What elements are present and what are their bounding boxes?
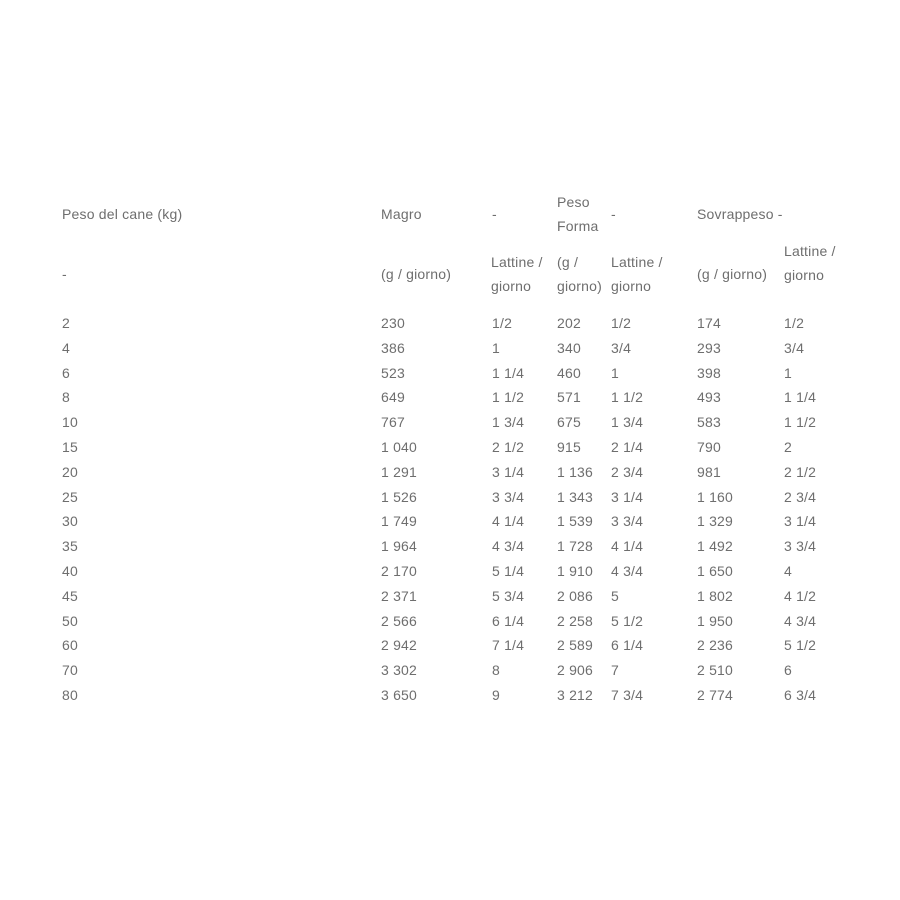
cell-lean-cans: 1 1/2 xyxy=(492,389,525,406)
cell-ideal-cans: 1 xyxy=(611,364,619,381)
cell-lean-cans: 5 3/4 xyxy=(492,587,525,604)
cell-overweight-grams: 493 xyxy=(697,389,721,406)
cell-lean-cans: 1 3/4 xyxy=(492,414,525,431)
cell-lean-cans: 3 3/4 xyxy=(492,488,525,505)
cell-lean-cans: 4 1/4 xyxy=(492,513,525,530)
cell-overweight-cans: 3/4 xyxy=(784,339,805,356)
cell-weight-kg: 30 xyxy=(62,513,78,530)
cell-ideal-cans: 1/2 xyxy=(611,315,632,331)
cell-weight-kg: 70 xyxy=(62,662,78,679)
cell-weight-kg: 45 xyxy=(62,587,78,604)
header-ideal-weight: Peso Forma xyxy=(557,194,599,234)
cell-lean-cans: 2 1/2 xyxy=(492,439,525,455)
cell-weight-kg: 25 xyxy=(62,488,78,505)
cell-overweight-grams: 981 xyxy=(697,463,721,480)
cell-overweight-grams: 1 492 xyxy=(697,538,734,555)
cell-overweight-grams: 2 510 xyxy=(697,662,734,679)
cell-overweight-grams: 398 xyxy=(697,364,721,381)
subheader-grams-per-day: (g / giorno) xyxy=(381,266,452,282)
cell-weight-kg: 80 xyxy=(62,687,78,703)
cell-lean-cans: 7 1/4 xyxy=(492,637,525,654)
cell-ideal-cans: 3 1/4 xyxy=(611,488,644,505)
cell-lean-grams: 1 526 xyxy=(381,488,418,505)
cell-lean-grams: 386 xyxy=(381,339,405,356)
cell-overweight-grams: 2 236 xyxy=(697,637,734,654)
cell-overweight-cans: 2 1/2 xyxy=(784,463,817,480)
cell-ideal-cans: 1 1/2 xyxy=(611,389,644,406)
cell-ideal-grams: 2 589 xyxy=(557,637,594,654)
cell-lean-grams: 1 040 xyxy=(381,439,418,455)
cell-lean-cans: 3 1/4 xyxy=(492,463,525,480)
cell-overweight-cans: 4 xyxy=(784,563,792,579)
cell-lean-cans: 4 3/4 xyxy=(492,538,525,555)
cell-lean-grams: 1 291 xyxy=(381,463,418,480)
cell-weight-kg: 35 xyxy=(62,538,78,555)
cell-overweight-cans: 6 xyxy=(784,662,792,679)
subheader-dash: - xyxy=(62,266,67,282)
cell-overweight-cans: 4 3/4 xyxy=(784,612,817,629)
cell-overweight-grams: 1 650 xyxy=(697,563,734,579)
cell-ideal-grams: 1 539 xyxy=(557,513,594,530)
cell-lean-grams: 2 371 xyxy=(381,587,418,604)
cell-overweight-grams: 583 xyxy=(697,414,721,431)
cell-overweight-grams: 790 xyxy=(697,439,721,455)
cell-weight-kg: 2 xyxy=(62,315,70,331)
cell-lean-grams: 523 xyxy=(381,364,405,381)
cell-weight-kg: 50 xyxy=(62,612,78,629)
cell-overweight-grams: 1 950 xyxy=(697,612,734,629)
cell-lean-grams: 767 xyxy=(381,414,405,431)
cell-lean-cans: 1 xyxy=(492,339,500,356)
cell-ideal-cans: 7 xyxy=(611,662,619,679)
cell-overweight-grams: 1 160 xyxy=(697,488,734,505)
cell-weight-kg: 40 xyxy=(62,563,78,579)
cell-lean-grams: 2 170 xyxy=(381,563,418,579)
cell-lean-grams: 230 xyxy=(381,315,405,331)
cell-weight-kg: 8 xyxy=(62,389,70,406)
cell-lean-cans: 8 xyxy=(492,662,500,679)
subheader-grams-per-day: (g / giorno) xyxy=(697,266,768,282)
cell-weight-kg: 20 xyxy=(62,463,78,480)
cell-ideal-grams: 340 xyxy=(557,339,581,356)
cell-overweight-cans: 1 xyxy=(784,364,792,381)
cell-ideal-grams: 2 258 xyxy=(557,612,594,629)
cell-lean-cans: 9 xyxy=(492,687,500,703)
cell-lean-grams: 649 xyxy=(381,389,405,406)
cell-lean-cans: 6 1/4 xyxy=(492,612,525,629)
cell-ideal-grams: 3 212 xyxy=(557,687,594,703)
cell-ideal-grams: 202 xyxy=(557,315,581,331)
cell-overweight-cans: 2 xyxy=(784,439,792,455)
cell-ideal-cans: 3 3/4 xyxy=(611,513,644,530)
header-overweight: Sovrappeso - xyxy=(697,206,783,222)
cell-overweight-cans: 3 3/4 xyxy=(784,538,817,555)
cell-ideal-grams: 1 728 xyxy=(557,538,594,555)
cell-weight-kg: 15 xyxy=(62,439,78,455)
cell-overweight-cans: 4 1/2 xyxy=(784,587,817,604)
cell-weight-kg: 4 xyxy=(62,339,70,356)
subheader-cans-per-day: Lattine / giorno xyxy=(784,243,836,283)
cell-overweight-grams: 174 xyxy=(697,315,721,331)
cell-ideal-grams: 1 910 xyxy=(557,563,594,579)
cell-ideal-grams: 915 xyxy=(557,439,581,455)
cell-overweight-cans: 1 1/4 xyxy=(784,389,817,406)
header-dash: - xyxy=(492,206,497,222)
cell-overweight-cans: 2 3/4 xyxy=(784,488,817,505)
cell-overweight-grams: 2 774 xyxy=(697,687,734,703)
cell-lean-grams: 1 964 xyxy=(381,538,418,555)
header-dash: - xyxy=(611,206,616,222)
cell-ideal-grams: 1 136 xyxy=(557,463,594,480)
subheader-cans-per-day: Lattine / giorno xyxy=(611,254,663,294)
cell-lean-cans: 1 1/4 xyxy=(492,364,525,381)
cell-lean-grams: 2 566 xyxy=(381,612,418,629)
cell-lean-cans: 5 1/4 xyxy=(492,563,525,579)
cell-overweight-cans: 5 1/2 xyxy=(784,637,817,654)
cell-overweight-grams: 293 xyxy=(697,339,721,356)
subheader-cans-per-day: Lattine / giorno xyxy=(491,254,543,294)
cell-weight-kg: 6 xyxy=(62,364,70,381)
cell-overweight-cans: 1 1/2 xyxy=(784,414,817,431)
cell-ideal-grams: 1 343 xyxy=(557,488,594,505)
cell-ideal-grams: 2 086 xyxy=(557,587,594,604)
cell-overweight-cans: 1/2 xyxy=(784,315,805,331)
cell-lean-grams: 1 749 xyxy=(381,513,418,530)
cell-overweight-cans: 6 3/4 xyxy=(784,687,817,703)
cell-ideal-cans: 3/4 xyxy=(611,339,632,356)
cell-ideal-grams: 460 xyxy=(557,364,581,381)
cell-ideal-cans: 2 1/4 xyxy=(611,439,644,455)
cell-lean-grams: 3 650 xyxy=(381,687,418,703)
cell-ideal-cans: 6 1/4 xyxy=(611,637,644,654)
cell-ideal-grams: 571 xyxy=(557,389,581,406)
cell-weight-kg: 60 xyxy=(62,637,78,654)
subheader-grams-per-day: (g / giorno) xyxy=(557,254,602,294)
cell-overweight-grams: 1 802 xyxy=(697,587,734,604)
cell-ideal-cans: 7 3/4 xyxy=(611,687,644,703)
header-weight: Peso del cane (kg) xyxy=(62,206,183,222)
cell-ideal-cans: 2 3/4 xyxy=(611,463,644,480)
cell-lean-grams: 3 302 xyxy=(381,662,418,679)
cell-ideal-cans: 4 1/4 xyxy=(611,538,644,555)
cell-ideal-cans: 5 1/2 xyxy=(611,612,644,629)
cell-lean-cans: 1/2 xyxy=(492,315,513,331)
cell-ideal-grams: 2 906 xyxy=(557,662,594,679)
cell-overweight-grams: 1 329 xyxy=(697,513,734,530)
header-lean: Magro xyxy=(381,206,422,222)
cell-ideal-cans: 4 3/4 xyxy=(611,563,644,579)
cell-lean-grams: 2 942 xyxy=(381,637,418,654)
cell-ideal-cans: 1 3/4 xyxy=(611,414,644,431)
cell-overweight-cans: 3 1/4 xyxy=(784,513,817,530)
cell-ideal-cans: 5 xyxy=(611,587,619,604)
cell-weight-kg: 10 xyxy=(62,414,78,431)
cell-ideal-grams: 675 xyxy=(557,414,581,431)
